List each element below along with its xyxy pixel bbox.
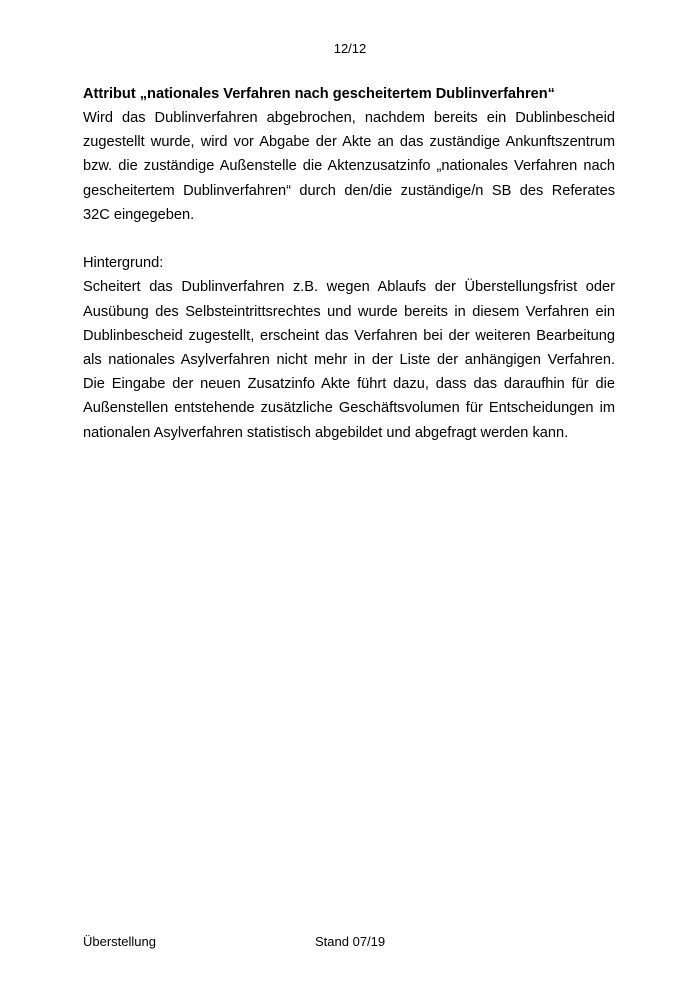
footer-version: Stand 07/19 xyxy=(315,934,386,949)
footer-title: Überstellung xyxy=(83,934,156,949)
page-number: 12/12 xyxy=(333,41,367,56)
section-heading: Attribut „nationales Verfahren nach gescheitertem Dublinverfahren“ xyxy=(83,86,555,102)
section-paragraph: Wird das Dublinverfahren abgebrochen, nachdem bereits ein Dublinbescheid zugestellt wurde, wird vor Abgabe der Akte an das zuständige Ankunftszentrum bzw. die zuständige Außenstelle die Aktenzusatzinfo „nationales Verfahren nach gescheitertem Dublinverfahren“ durch den/die zuständige/n SB des Referates 32C eingegeben. xyxy=(83,110,615,223)
document-body xyxy=(83,82,615,445)
background-paragraph: Scheitert das Dublinverfahren z.B. wegen Ablaufs der Überstellungsfrist oder Ausübung des Selbsteintrittsrechtes und wurde bereits in diesem Verfahren ein Dublinbescheid zugestellt, erscheint das Verfahren bei der weiteren Bearbeitung als nationales Asylverfahren nicht mehr in der Liste der anhängigen Verfahren. Die Eingabe der neuen Zusatzinfo Akte führt dazu, dass das daraufhin für die Außenstellen entstehende zusätzliche Geschäftsvolumen für Entscheidungen im nationalen Asylverfahren statistisch abgebildet und abgefragt werden kann. xyxy=(83,279,615,441)
background-label: Hintergrund: xyxy=(83,255,164,272)
paragraph-spacer xyxy=(83,227,615,251)
